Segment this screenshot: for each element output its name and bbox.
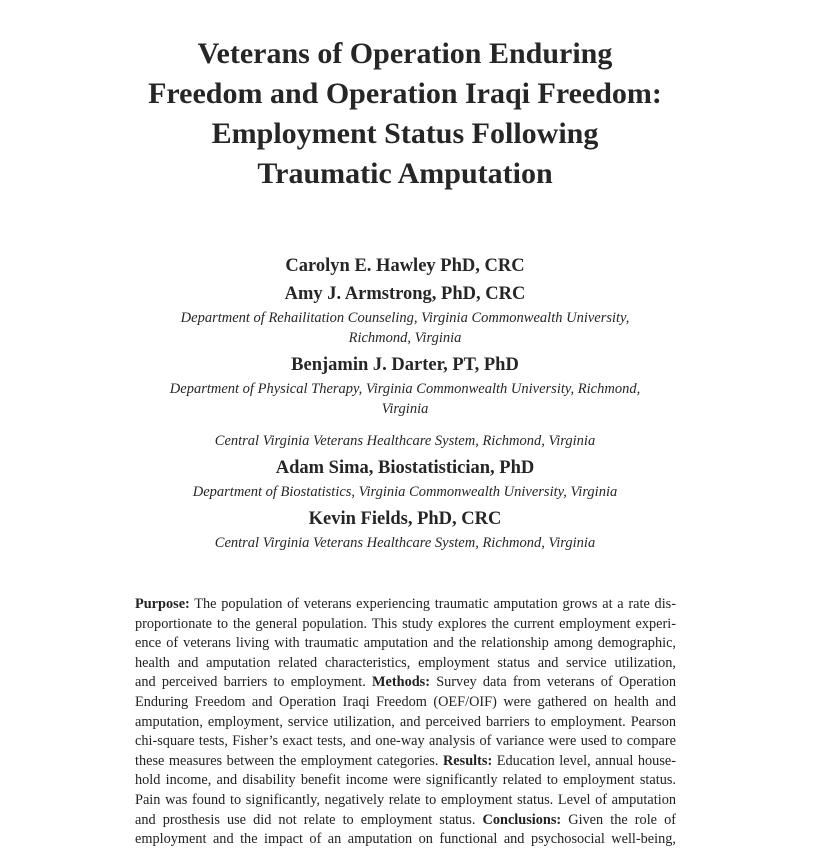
title-line: Traumatic Amputation <box>257 157 553 190</box>
author-affiliation: Department of Rehailitation Counseling, Virginia Commonwealth University, Richmond, Virginia <box>180 310 630 346</box>
abstract-line: Enduring Freedom and Operation Iraqi Freedom (OEF/OIF) were gathered on health and <box>135 693 676 710</box>
author-affiliation: Department of Biostatistics, Virginia Commonwealth University, Virginia <box>192 484 618 500</box>
methods-label: Methods: <box>372 674 430 691</box>
abstract-line: Purpose: The population of veterans experiencing traumatic amputation grows at a rate dis- <box>135 596 676 612</box>
abstract-line: these measures between the employment categories. Results: Education level, annual house- <box>135 752 676 769</box>
abstract-line: proportionate to the general population. This study explores the current employment experi- <box>135 615 676 632</box>
author-name: Kevin Fields, PhD, CRC <box>308 509 502 529</box>
abstract-line: hold income, and disability benefit income were significantly related to employment status. <box>135 772 676 789</box>
abstract-line: amputation, employment, service utilization, and perceived barriers to employment. Pearson <box>135 713 676 730</box>
abstract-line: and prosthesis use did not relate to employment status. Conclusions: Given the role of <box>135 811 676 828</box>
abstract-line: health and amputation related characteristics, employment status and service utilization, <box>135 654 676 671</box>
results-label: Results: <box>442 752 493 769</box>
title-line: Veterans of Operation Enduring <box>197 37 613 70</box>
abstract-line: chi-square tests, Fisher’s exact tests, and one-way analysis of variance were used to compare <box>135 733 676 750</box>
abstract-line: employment and the impact of an amputation on functional and psychosocial well-being, <box>135 831 676 848</box>
author-name: Benjamin J. Darter, PT, PhD <box>291 355 519 375</box>
author-affiliation: Central Virginia Veterans Healthcare System, Richmond, Virginia <box>214 535 596 551</box>
conclusions-label: Conclusions: <box>482 811 562 828</box>
purpose-label: Purpose: <box>135 596 190 612</box>
abstract-line: ence of veterans living with traumatic amputation and the relationship among demographic, <box>135 635 676 652</box>
abstract-line: Pain was found to significantly, negatively relate to employment status. Level of amputation <box>135 791 676 808</box>
title-line: Freedom and Operation Iraqi Freedom: <box>148 77 662 110</box>
title-line: Employment Status Following <box>211 117 599 150</box>
abstract-line: and perceived barriers to employment. Methods: Survey data from veterans of Operation <box>135 674 676 691</box>
author-name: Amy J. Armstrong, PhD, CRC <box>284 284 526 304</box>
paper-title <box>60 34 750 194</box>
author-name: Carolyn E. Hawley PhD, CRC <box>285 256 525 276</box>
author-block <box>130 252 680 553</box>
author-name: Adam Sima, Biostatistician, PhD <box>275 458 535 478</box>
abstract <box>135 595 676 850</box>
author-affiliation: Department of Physical Therapy, Virginia Commonwealth University, Richmond, Virginia <box>169 381 641 417</box>
author-affiliation: Central Virginia Veterans Healthcare System, Richmond, Virginia <box>214 433 596 449</box>
